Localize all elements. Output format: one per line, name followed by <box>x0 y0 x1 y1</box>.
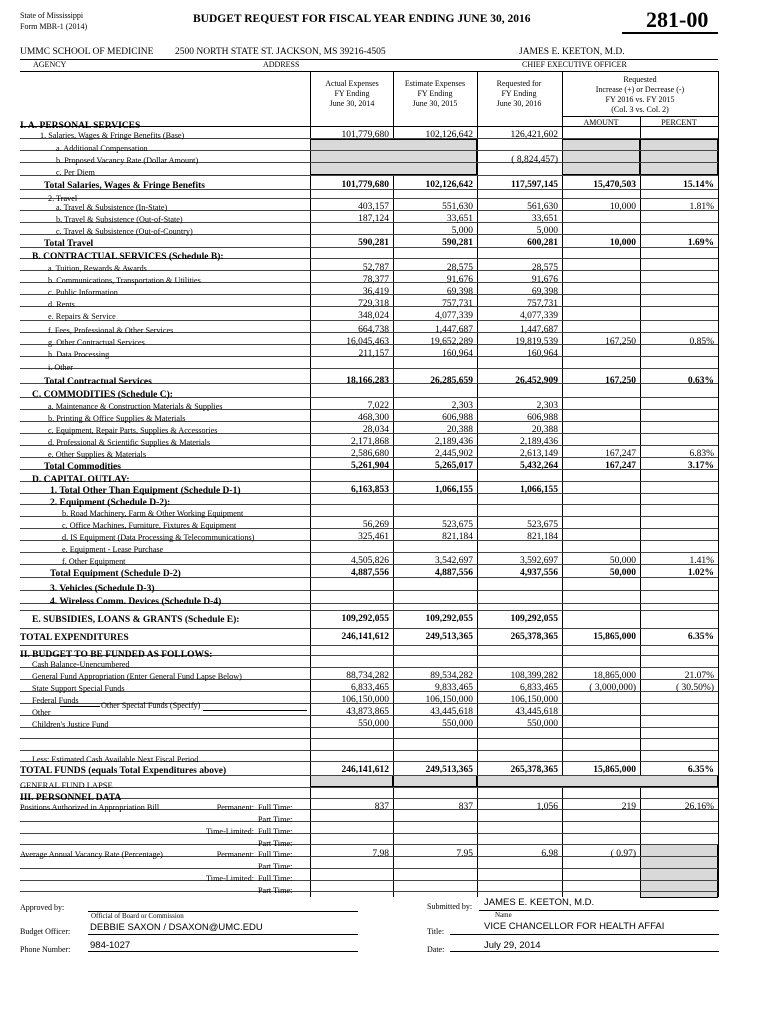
row-label: d. Rents <box>48 300 75 309</box>
row-label: b. Printing & Office Supplies & Materials <box>48 414 186 423</box>
cell-value: 69,398 <box>531 287 558 297</box>
cell-value: 43,445,618 <box>430 707 473 717</box>
form-number: 281-00 <box>646 7 709 32</box>
cell-value: 109,292,055 <box>341 614 389 624</box>
row-label: Average Annual Vacancy Rate (Percentage) <box>20 850 163 859</box>
row-rule <box>20 368 718 369</box>
row-label: II. BUDGET TO BE FUNDED AS FOLLOWS: <box>20 650 213 660</box>
cell-value: 56,269 <box>362 520 389 530</box>
cell-value: 403,157 <box>358 202 389 212</box>
cell-value: 550,000 <box>442 719 473 729</box>
cell-value: 1,066,155 <box>520 485 558 495</box>
cell-value: 2,171,868 <box>351 437 389 447</box>
column-divider <box>718 71 719 897</box>
row-label: c. Equipment, Repair Parts, Supplies & Accessories <box>48 426 218 435</box>
row-label: i. Other <box>48 363 74 372</box>
row-label: B. CONTRACTUAL SERVICES (Schedule B): <box>32 252 224 262</box>
cell-value: 28,575 <box>531 263 558 273</box>
cell-value: 33,651 <box>446 214 473 224</box>
cell-value: 160,964 <box>527 349 558 359</box>
cell-value: 50,000 <box>609 556 636 566</box>
personnel-time: Part Time: <box>258 862 293 871</box>
cell-value: 101,779,680 <box>341 130 389 140</box>
page-title: BUDGET REQUEST FOR FISCAL YEAR ENDING JUNE 30, 2016 <box>193 13 531 25</box>
cell-value: 4,077,339 <box>520 311 558 321</box>
shaded-cell <box>310 139 477 175</box>
cell-value: ( 0.97) <box>610 849 636 859</box>
cell-value: 606,988 <box>442 413 473 423</box>
cell-value: 10,000 <box>609 202 636 212</box>
shaded-cell <box>477 775 718 787</box>
shaded-cell <box>640 139 718 175</box>
col3-header: Requested for FY Ending June 30, 2016 <box>496 79 542 108</box>
row-label: Children's Justice Fund <box>32 720 109 729</box>
cell-value: 246,141,612 <box>341 765 389 775</box>
col1-header: Actual Expenses FY Ending June 30, 2014 <box>325 79 379 108</box>
cell-value: 28,034 <box>362 425 389 435</box>
cell-value: 167,247 <box>605 461 636 471</box>
row-label: 1. Total Other Than Equipment (Schedule D-1) <box>50 486 241 496</box>
cell-value: 1.81% <box>689 202 714 212</box>
personnel-type: Permanent: <box>216 850 254 859</box>
address-label: ADDRESS <box>263 60 300 69</box>
cell-value: 1.69% <box>687 238 714 248</box>
row-label: III. PERSONNEL DATA <box>20 793 122 803</box>
cell-value: 4,937,556 <box>520 568 558 578</box>
row-label: TOTAL FUNDS (equals Total Expenditures above) <box>20 766 227 776</box>
budget-officer-label: Budget Officer: <box>20 927 71 936</box>
row-rule <box>20 738 718 739</box>
cell-value: 5,000 <box>451 226 473 236</box>
row-label: 2. Travel <box>48 194 78 203</box>
row-label: GENERAL FUND LAPSE <box>20 780 113 790</box>
ceo-name: JAMES E. KEETON, M.D. <box>519 47 625 57</box>
row-label: I. A. PERSONAL SERVICES <box>20 121 141 131</box>
cell-value: 325,461 <box>358 532 389 542</box>
cell-value: 219 <box>621 802 636 812</box>
cell-value: 837 <box>458 802 473 812</box>
cell-value: 108,399,282 <box>510 671 558 681</box>
personnel-time: Part Time: <box>258 815 293 824</box>
cell-value: 664,738 <box>358 325 389 335</box>
cell-value: 109,292,055 <box>425 614 473 624</box>
cell-value: 117,597,145 <box>511 180 558 190</box>
row-rule <box>20 880 718 881</box>
agency-address: 2500 NORTH STATE ST. JACKSON, MS 39216-4505 <box>175 47 386 57</box>
cell-value: 91,676 <box>446 275 473 285</box>
row-label: c. Office Machines, Furniture, Fixtures & Equipment <box>62 521 237 530</box>
cell-value: 6,163,853 <box>351 485 389 495</box>
cell-value: 2,445,902 <box>435 449 473 459</box>
cell-value: 50,000 <box>609 568 636 578</box>
row-rule <box>20 610 718 611</box>
cell-value: 7,022 <box>367 401 389 411</box>
cell-value: 15,470,503 <box>593 180 636 190</box>
title-label: Title: <box>427 927 445 936</box>
row-rule <box>20 198 718 199</box>
cell-value: 91,676 <box>531 275 558 285</box>
cell-value: 2,613,149 <box>520 449 558 459</box>
row-label: C. COMMODITIES (Schedule C): <box>32 390 173 400</box>
cell-value: 6,833,465 <box>351 683 389 693</box>
cell-value: 26,452,909 <box>515 376 558 386</box>
row-label: f. Other Equipment <box>62 557 126 566</box>
personnel-time: Part Time: <box>258 886 293 895</box>
cell-value: 5,000 <box>536 226 558 236</box>
cell-value: 15,865,000 <box>593 632 636 642</box>
cell-value: 102,126,642 <box>425 130 473 140</box>
cell-value: 1,447,687 <box>435 325 473 335</box>
row-label: b. Travel & Subsistence (Out-of-State) <box>56 215 183 224</box>
cell-value: ( 30.50%) <box>676 683 714 693</box>
cell-value: 6.35% <box>687 632 714 642</box>
cell-value: 600,281 <box>527 238 558 248</box>
cell-value: 590,281 <box>358 238 389 248</box>
cell-value: 16,045,463 <box>346 337 389 347</box>
shaded-cell <box>562 139 640 175</box>
cell-value: 606,988 <box>527 413 558 423</box>
row-rule <box>20 821 718 822</box>
row-label: 1. Salaries, Wages & Fringe Benefits (Base) <box>40 131 185 140</box>
row-label: 4. Wireless Comm. Devices (Schedule D-4) <box>50 597 222 607</box>
row-label: Cash Balance-Unencumbered <box>32 660 130 669</box>
agency-name: UMMC SCHOOL OF MEDICINE <box>20 47 154 57</box>
cell-value: 126,421,602 <box>510 130 558 140</box>
cell-value: 1,056 <box>536 802 558 812</box>
cell-value: 523,675 <box>442 520 473 530</box>
header-rule <box>562 116 718 117</box>
row-label: a. Additional Compensation <box>56 144 148 153</box>
cell-value: 28,575 <box>446 263 473 273</box>
submitter-name: JAMES E. KEETON, M.D. <box>484 897 595 908</box>
cell-value: 101,779,680 <box>341 180 389 190</box>
cell-value: 590,281 <box>442 238 473 248</box>
cell-value: 5,432,264 <box>520 461 558 471</box>
state-label: State of Mississippi <box>20 11 84 20</box>
cell-value: 551,630 <box>442 202 473 212</box>
cell-value: 106,150,000 <box>341 695 389 705</box>
row-rule <box>20 628 718 629</box>
personnel-time: Part Time: <box>258 839 293 848</box>
cell-value: 2,303 <box>451 401 473 411</box>
personnel-time: Full Time: <box>258 874 293 883</box>
row-label: E. SUBSIDIES, LOANS & GRANTS (Schedule E): <box>32 615 240 625</box>
cell-value: 21.07% <box>684 671 714 681</box>
agency-label: AGENCY <box>33 60 67 69</box>
row-label: Total Commodities <box>44 462 121 472</box>
cell-value: 3.17% <box>687 461 714 471</box>
row-label: TOTAL EXPENDITURES <box>20 633 129 643</box>
row-label: Total Salaries, Wages & Fringe Benefits <box>44 181 205 191</box>
row-label: Positions Authorized in Appropriation Bill <box>20 803 160 812</box>
row-label: State Support Special Funds <box>32 684 125 693</box>
row-rule <box>20 787 718 788</box>
cell-value: 1,447,687 <box>520 325 558 335</box>
title-value: VICE CHANCELLOR FOR HEALTH AFFAI <box>484 921 665 932</box>
cell-value: 20,388 <box>531 425 558 435</box>
row-label: g. Other Contractual Services <box>48 338 145 347</box>
cell-value: 26,285,659 <box>430 376 473 386</box>
cell-value: 106,150,000 <box>425 695 473 705</box>
shaded-cell <box>393 775 477 787</box>
cell-value: 6.83% <box>689 449 714 459</box>
row-label: Total Contractual Services <box>44 377 152 387</box>
form-label: Form MBR-1 (2014) <box>20 22 88 31</box>
row-rule <box>20 844 718 845</box>
cell-value: 43,445,618 <box>515 707 558 717</box>
cell-value: 2,189,436 <box>435 437 473 447</box>
row-label: 2. Equipment (Schedule D-2): <box>50 498 171 508</box>
row-label: c. Travel & Subsistence (Out-of-Country) <box>56 227 193 236</box>
cell-value: 1.02% <box>687 568 714 578</box>
shaded-cell <box>310 775 393 787</box>
row-rule <box>20 833 718 834</box>
cell-value: 2,586,680 <box>351 449 389 459</box>
cell-value: 160,964 <box>442 349 473 359</box>
cell-value: 6.35% <box>687 765 714 775</box>
cell-value: 265,378,365 <box>510 632 558 642</box>
submitted-by-label: Submitted by: <box>427 902 473 911</box>
cell-value: 249,513,365 <box>425 632 473 642</box>
cell-value: 167,247 <box>605 449 636 459</box>
cell-value: 246,141,612 <box>341 632 389 642</box>
cell-value: 78,377 <box>362 275 389 285</box>
phone-label: Phone Number: <box>20 945 71 954</box>
row-label: a. Travel & Subsistence (In-State) <box>56 203 168 212</box>
row-rule <box>20 645 718 646</box>
row-label: D. CAPITAL OUTLAY: <box>32 475 130 485</box>
approved-by-label: Approved by: <box>20 903 65 912</box>
row-label: e. Repairs & Service <box>48 312 116 321</box>
row-label: Less: Estimated Cash Available Next Fiscal Period <box>32 755 199 764</box>
row-label: a. Maintenance & Construction Materials & Supplies <box>48 402 223 411</box>
cell-value: 69,398 <box>446 287 473 297</box>
cell-value: ( 3,000,000) <box>589 683 636 693</box>
cell-value: 6.98 <box>541 849 558 859</box>
date-label: Date: <box>427 945 445 954</box>
cell-value: 4,505,826 <box>351 556 389 566</box>
cell-value: 43,873,865 <box>346 707 389 717</box>
cell-value: 10,000 <box>609 238 636 248</box>
personnel-time: Full Time: <box>258 827 293 836</box>
row-label: h. Data Processing <box>48 350 110 359</box>
cell-value: 7.98 <box>372 849 389 859</box>
cell-value: 757,731 <box>527 299 558 309</box>
cell-value: 837 <box>374 802 389 812</box>
other-special-funds-label: Other Special Funds (Specify) <box>101 701 201 710</box>
personnel-type: Time-Limited: <box>206 827 254 836</box>
cell-value: 19,652,289 <box>430 337 473 347</box>
cell-value: 26.16% <box>684 802 714 812</box>
personnel-type: Time-Limited: <box>206 874 254 883</box>
cell-value: 523,675 <box>527 520 558 530</box>
cell-value: 1.41% <box>689 556 714 566</box>
cell-value: 0.85% <box>689 337 714 347</box>
cell-value: 249,513,365 <box>425 765 473 775</box>
amount-header: AMOUNT <box>583 118 619 127</box>
cell-value: 89,534,282 <box>430 671 473 681</box>
cell-value: 167,250 <box>605 376 636 386</box>
cell-value: 18,865,000 <box>593 671 636 681</box>
cell-value: 2,303 <box>536 401 558 411</box>
cell-value: 4,887,556 <box>351 568 389 578</box>
cell-value: 167,250 <box>605 337 636 347</box>
row-label: General Fund Appropriation (Enter General Fund Lapse Below) <box>32 672 242 681</box>
ceo-label: CHIEF EXECUTIVE OFFICER <box>522 60 627 69</box>
row-rule <box>20 868 718 869</box>
cell-value: 0.63% <box>687 376 714 386</box>
cell-value: 348,024 <box>358 311 389 321</box>
row-label: d. Professional & Scientific Supplies & Materials <box>48 438 211 447</box>
cell-value: 102,126,642 <box>425 180 473 190</box>
cell-value: 5,265,017 <box>435 461 473 471</box>
cell-value: 729,318 <box>358 299 389 309</box>
official-label: Official of Board or Commission <box>91 912 184 920</box>
date-value: July 29, 2014 <box>484 940 541 951</box>
cell-value: 265,378,365 <box>510 765 558 775</box>
personnel-time: Full Time: <box>258 803 293 812</box>
row-label: f. Fees, Professional & Other Services <box>48 326 174 335</box>
cell-value: 33,651 <box>531 214 558 224</box>
col2-header: Estimate Expenses FY Ending June 30, 2015 <box>404 79 466 108</box>
percent-header: PERCENT <box>661 118 697 127</box>
row-rule <box>20 750 718 751</box>
cell-value: 7.95 <box>456 849 473 859</box>
personnel-time: Full Time: <box>258 850 293 859</box>
cell-value: 2,189,436 <box>520 437 558 447</box>
row-label: b. Road Machinery, Farm & Other Working Equipment <box>62 509 244 518</box>
cell-value: 88,734,282 <box>346 671 389 681</box>
row-label: b. Communications, Transportation & Utilities <box>48 276 201 285</box>
cell-value: 4,077,339 <box>435 311 473 321</box>
row-label: Other <box>32 708 51 717</box>
cell-value: 20,388 <box>446 425 473 435</box>
shaded-cell <box>640 844 718 898</box>
row-label: c. Public Information <box>48 288 118 297</box>
cell-value: 15.14% <box>683 180 714 190</box>
row-label: d. IS Equipment (Data Processing & Telecommunications) <box>62 533 255 542</box>
row-label: Total Equipment (Schedule D-2) <box>50 569 181 579</box>
col4-header: Requested Increase (+) or Decrease (-) FY 2016 vs. FY 2015 (Col. 3 vs. Col. 2) <box>595 75 685 114</box>
cell-value: 821,184 <box>527 532 558 542</box>
cell-value: 550,000 <box>527 719 558 729</box>
cell-value: 3,592,697 <box>520 556 558 566</box>
cell-value: 550,000 <box>358 719 389 729</box>
personnel-type: Permanent: <box>216 803 254 812</box>
cell-value: 211,157 <box>358 349 389 359</box>
row-label: 3. Vehicles (Schedule D-3) <box>50 584 155 594</box>
cell-value: 468,300 <box>358 413 389 423</box>
cell-value: 6,833,465 <box>520 683 558 693</box>
cell-value: 36,419 <box>362 287 389 297</box>
row-label: Federal Funds <box>32 696 79 705</box>
row-label: e. Other Supplies & Materials <box>48 450 147 459</box>
cell-value: 5,261,904 <box>351 461 389 471</box>
cell-value: 3,542,697 <box>435 556 473 566</box>
cell-value: 4,887,556 <box>435 568 473 578</box>
row-rule <box>20 798 718 799</box>
row-label: c. Per Diem <box>56 168 95 177</box>
cell-value: 821,184 <box>442 532 473 542</box>
cell-value: 18,166,283 <box>346 376 389 386</box>
row-rule <box>20 891 718 892</box>
row-label: b. Proposed Vacancy Rate (Dollar Amount) <box>56 156 199 165</box>
cell-value: 15,865,000 <box>593 765 636 775</box>
cell-value: 109,292,055 <box>510 614 558 624</box>
cell-value: 106,150,000 <box>510 695 558 705</box>
cell-value: 757,731 <box>442 299 473 309</box>
cell-value: 9,833,465 <box>435 683 473 693</box>
row-label: a. Tuition, Rewards & Awards <box>48 264 147 273</box>
cell-value: 1,066,155 <box>435 485 473 495</box>
cell-value: 187,124 <box>358 214 389 224</box>
phone-value: 984-1027 <box>90 940 131 951</box>
budget-officer-value: DEBBIE SAXON / DSAXON@UMC.EDU <box>90 922 263 933</box>
cell-value: ( 8,824,457) <box>511 155 558 165</box>
row-label: e. Equipment - Lease Purchase <box>62 545 164 554</box>
row-label: Total Travel <box>44 239 94 249</box>
row-rule <box>20 175 718 176</box>
cell-value: 52,787 <box>362 263 389 273</box>
cell-value: 19,819,539 <box>515 337 558 347</box>
cell-value: 561,630 <box>527 202 558 212</box>
name-label: Name <box>495 911 512 919</box>
